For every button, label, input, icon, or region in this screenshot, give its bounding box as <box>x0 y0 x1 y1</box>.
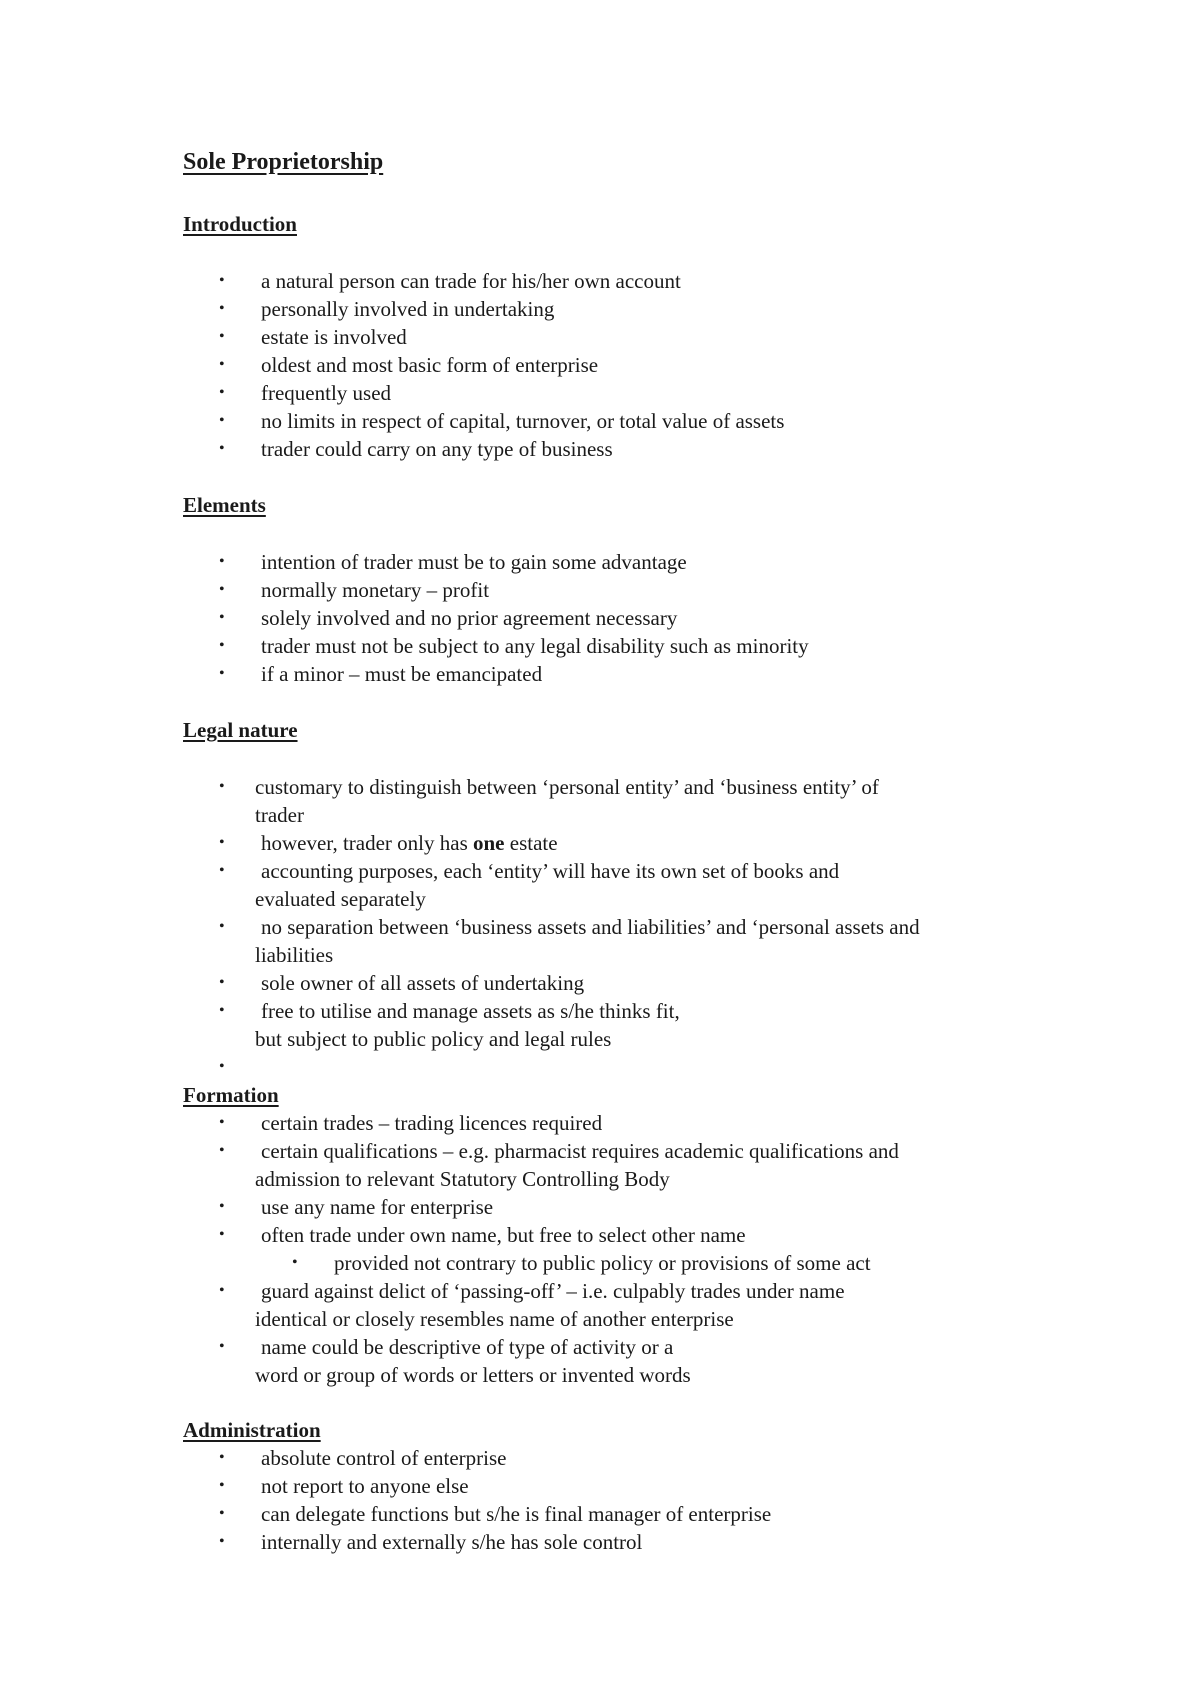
bullet-icon <box>219 380 225 406</box>
list-item-continuation: trader <box>255 803 304 827</box>
list-item: intention of trader must be to gain some advantage <box>261 550 687 574</box>
bullet-icon <box>219 1501 225 1527</box>
list-item <box>261 830 558 856</box>
list-item-continuation: word or group of words or letters or invented words <box>255 1363 691 1387</box>
list-item: estate is involved <box>261 325 407 349</box>
bullet-icon <box>219 549 225 575</box>
sub-list-item: provided not contrary to public policy or provisions of some act <box>334 1251 871 1275</box>
list-item-continuation: liabilities <box>255 943 334 967</box>
list-item-continuation: admission to relevant Statutory Controlling Body <box>255 1167 670 1191</box>
list-item: personally involved in undertaking <box>261 297 555 321</box>
heading-legal-nature: Legal nature <box>183 718 298 742</box>
bullet-icon <box>219 914 225 940</box>
bullet-icon <box>219 577 225 603</box>
bullet-icon <box>219 830 225 856</box>
bullet-icon <box>219 1278 225 1304</box>
list-item: guard against delict of ‘passing-off’ – i.e. culpably trades under name <box>261 1279 845 1303</box>
list-item: accounting purposes, each ‘entity’ will have its own set of books and <box>261 859 840 883</box>
bullet-icon <box>219 605 225 631</box>
list-item: a natural person can trade for his/her own account <box>261 269 681 293</box>
list-item-continuation: evaluated separately <box>255 887 426 911</box>
bullet-icon <box>219 858 225 884</box>
bullet-icon <box>219 1138 225 1164</box>
list-item: not report to anyone else <box>261 1474 469 1498</box>
list-item: trader could carry on any type of business <box>261 437 613 461</box>
bullet-icon <box>219 998 225 1024</box>
list-item: often trade under own name, but free to select other name <box>261 1223 746 1247</box>
bullet-icon <box>219 1445 225 1471</box>
list-item: internally and externally s/he has sole control <box>261 1530 643 1554</box>
heading-formation: Formation <box>183 1083 279 1107</box>
list-item: no separation between ‘business assets and liabilities’ and ‘personal assets and <box>261 915 920 939</box>
list-item: free to utilise and manage assets as s/he thinks fit, <box>261 999 680 1023</box>
list-item: customary to distinguish between ‘personal entity’ and ‘business entity’ of <box>255 775 879 799</box>
bullet-icon <box>219 970 225 996</box>
list-item-continuation: but subject to public policy and legal rules <box>255 1027 612 1051</box>
heading-administration: Administration <box>183 1418 321 1442</box>
bullet-icon <box>219 1194 225 1220</box>
bullet-icon <box>219 268 225 294</box>
bullet-icon <box>219 352 225 378</box>
list-item: normally monetary – profit <box>261 578 490 602</box>
emphasis-text: one <box>473 831 505 855</box>
list-item: trader must not be subject to any legal disability such as minority <box>261 634 809 658</box>
bullet-icon <box>219 408 225 434</box>
list-item-text: however, trader only has <box>261 831 473 855</box>
list-item: certain trades – trading licences required <box>261 1111 603 1135</box>
list-item: certain qualifications – e.g. pharmacist requires academic qualifications and <box>261 1139 899 1163</box>
list-item: use any name for enterprise <box>261 1195 494 1219</box>
bullet-icon <box>292 1250 298 1276</box>
list-item: name could be descriptive of type of activity or a <box>261 1335 674 1359</box>
bullet-icon <box>219 1529 225 1555</box>
list-item: solely involved and no prior agreement necessary <box>261 606 678 630</box>
bullet-icon <box>219 1110 225 1136</box>
list-item: frequently used <box>261 381 392 405</box>
bullet-icon <box>219 296 225 322</box>
list-item: oldest and most basic form of enterprise <box>261 353 599 377</box>
list-item: can delegate functions but s/he is final manager of enterprise <box>261 1502 772 1526</box>
bullet-icon <box>219 1054 225 1080</box>
bullet-icon <box>219 774 225 800</box>
list-item-continuation: identical or closely resembles name of another enterprise <box>255 1307 734 1331</box>
list-item: if a minor – must be emancipated <box>261 662 543 686</box>
bullet-icon <box>219 1334 225 1360</box>
list-item: sole owner of all assets of undertaking <box>261 971 585 995</box>
heading-elements: Elements <box>183 493 266 517</box>
document-title: Sole Proprietorship <box>183 149 384 175</box>
list-item-text: estate <box>504 831 558 855</box>
bullet-icon <box>219 324 225 350</box>
bullet-icon <box>219 661 225 687</box>
bullet-icon <box>219 1473 225 1499</box>
bullet-icon <box>219 633 225 659</box>
heading-introduction: Introduction <box>183 212 297 236</box>
list-item: absolute control of enterprise <box>261 1446 507 1470</box>
bullet-icon <box>219 1222 225 1248</box>
list-item: no limits in respect of capital, turnover, or total value of assets <box>261 409 785 433</box>
bullet-icon <box>219 436 225 462</box>
